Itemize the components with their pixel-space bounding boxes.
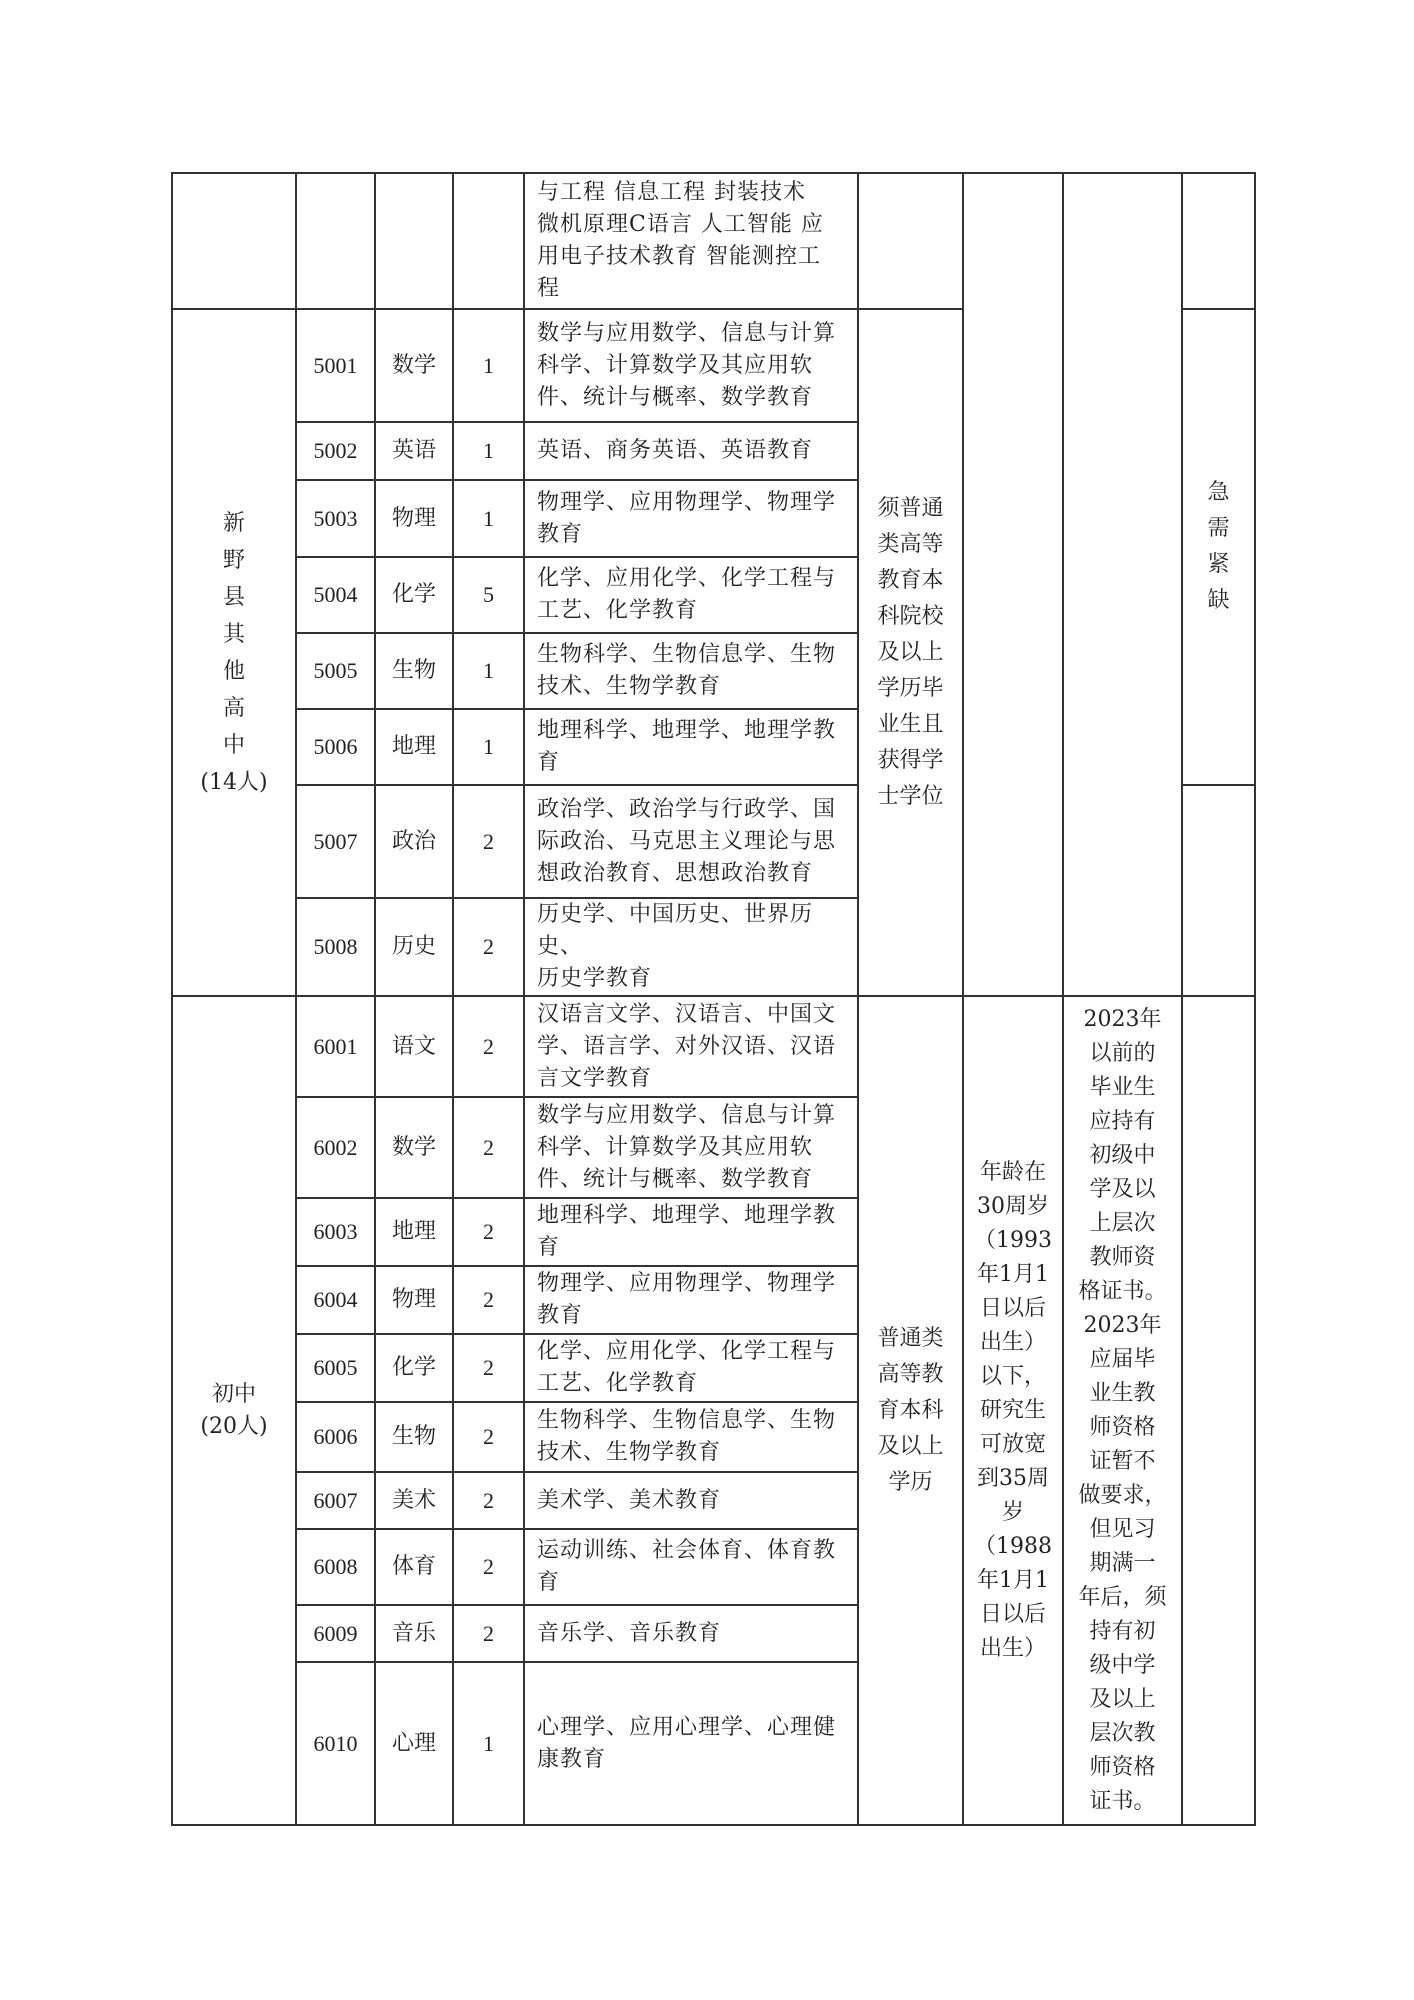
major-line: 英语、商务英语、英语教育: [537, 438, 814, 463]
major-cell: [524, 1198, 858, 1266]
quota: 1: [453, 709, 524, 785]
position-code: 6008: [296, 1529, 375, 1605]
table-row: [172, 996, 1255, 1097]
cert-line: 2023年: [1083, 1006, 1162, 1032]
major-line: 音乐学、音乐教育: [537, 1620, 722, 1646]
position-code: 5008: [296, 898, 375, 996]
major-cell: [524, 898, 858, 996]
major-line: 件、统计与概率、数学教育: [537, 1166, 814, 1192]
subject: 化学: [375, 557, 453, 633]
education-requirement: [858, 309, 963, 996]
unit-count: (14人): [200, 769, 268, 795]
cert-line: 级中学: [1089, 1652, 1156, 1678]
cert-line: 2023年: [1083, 1312, 1162, 1338]
major-cell: [524, 173, 858, 309]
remark-line: 急: [1207, 480, 1230, 505]
major-line: 生物科学、生物信息学、生物: [537, 1408, 837, 1433]
position-code: 5005: [296, 633, 375, 709]
cert-line: 学及以: [1089, 1176, 1156, 1202]
age-requirement: [963, 996, 1063, 1825]
major-line: 历史学、中国历史、世界历史、: [537, 902, 814, 959]
quota: 2: [453, 1097, 524, 1198]
age-line: 以下，: [979, 1363, 1046, 1389]
major-line: 物理学、应用物理学、物理学: [537, 1271, 837, 1296]
cert-line: 教师资: [1089, 1244, 1156, 1270]
major-line: 育: [537, 750, 561, 775]
quota: 2: [453, 898, 524, 996]
empty-cell: [375, 173, 453, 309]
cert-line: 证暂不: [1089, 1448, 1156, 1474]
major-line: 美术学、美术教育: [537, 1487, 722, 1513]
major-line: 科学、计算数学及其应用软: [537, 1134, 814, 1160]
major-cell: [524, 785, 858, 898]
major-line: 运动训练、社会体育、体育教: [537, 1538, 837, 1563]
quota: 2: [453, 1266, 524, 1334]
subject: 地理: [375, 1198, 453, 1266]
quota: 2: [453, 1529, 524, 1605]
position-code: 6002: [296, 1097, 375, 1198]
empty-cell: [172, 173, 296, 309]
major-line: 件、统计与概率、数学教育: [537, 384, 814, 410]
remark-cell: [1182, 173, 1255, 309]
cert-line: 师资格: [1089, 1414, 1156, 1440]
unit-name: 初中: [211, 1381, 256, 1407]
position-code: 6004: [296, 1266, 375, 1334]
certificate-requirement: [1063, 996, 1182, 1825]
age-line: 年龄在: [979, 1159, 1046, 1185]
major-cell: [524, 1266, 858, 1334]
subject: 语文: [375, 996, 453, 1097]
requirement-line: 教育本: [877, 567, 944, 593]
major-line: 技术、生物学教育: [537, 674, 722, 699]
position-code: 6001: [296, 996, 375, 1097]
subject: 地理: [375, 709, 453, 785]
cert-line: 初级中: [1089, 1142, 1156, 1168]
major-line: 教育: [537, 1303, 584, 1328]
major-line: 技术、生物学教育: [537, 1440, 722, 1465]
major-line: 汉语言文学、汉语言、中国文: [537, 1001, 837, 1027]
major-line: 工艺、化学教育: [537, 598, 699, 623]
cert-line: 格证书。: [1078, 1278, 1167, 1304]
requirement-line: 类高等: [877, 531, 944, 557]
empty-cell: [453, 173, 524, 309]
remark-line: 缺: [1207, 588, 1230, 613]
major-line: 教育: [537, 521, 584, 547]
major-cell: [524, 996, 858, 1097]
major-cell: [524, 1529, 858, 1605]
age-line: 年1月1: [977, 1567, 1049, 1593]
unit-cell: [172, 309, 296, 996]
requirement-line: 士学位: [877, 783, 944, 809]
cert-line: 业生教: [1089, 1380, 1156, 1406]
major-cell: [524, 309, 858, 422]
major-line: 心理学、应用心理学、心理健: [537, 1714, 837, 1740]
major-cell: [524, 422, 858, 480]
requirement-line: 学历: [888, 1469, 933, 1495]
major-cell: [524, 1402, 858, 1472]
major-line: 生物科学、生物信息学、生物: [537, 642, 837, 667]
quota: 1: [453, 422, 524, 480]
major-line: 微机原理C语言 人工智能 应: [537, 212, 824, 237]
requirement-line: 获得学: [877, 747, 944, 773]
major-line: 育: [537, 1570, 561, 1595]
empty-cell: [296, 173, 375, 309]
quota: 1: [453, 1662, 524, 1825]
quota: 2: [453, 1198, 524, 1266]
major-line: 科学、计算数学及其应用软: [537, 352, 814, 378]
requirement-line: 学历毕: [877, 675, 944, 701]
major-cell: [524, 480, 858, 557]
cert-line: 持有初: [1089, 1618, 1156, 1644]
requirement-line: 高等教: [877, 1361, 944, 1387]
major-line: 用电子技术教育 智能测控工: [537, 244, 821, 269]
subject: 心理: [375, 1662, 453, 1825]
quota: 2: [453, 1334, 524, 1402]
quota: 5: [453, 557, 524, 633]
cert-line: 期满一: [1089, 1550, 1156, 1576]
age-line: 年1月1: [977, 1261, 1049, 1287]
age-line: 30周岁: [977, 1193, 1049, 1219]
quota: 2: [453, 1402, 524, 1472]
cert-cell: [1063, 173, 1182, 996]
major-cell: [524, 709, 858, 785]
age-line: 到35周: [977, 1465, 1049, 1491]
quota: 1: [453, 309, 524, 422]
major-line: 想政治教育、思想政治教育: [537, 860, 814, 886]
major-line: 程: [537, 276, 561, 301]
cert-line: 应持有: [1089, 1108, 1156, 1134]
major-cell: [524, 1605, 858, 1662]
major-line: 学、语言学、对外汉语、汉语: [537, 1033, 837, 1059]
cert-line: 应届毕: [1089, 1346, 1156, 1372]
major-line: 历史学教育: [537, 966, 653, 991]
major-cell: [524, 633, 858, 709]
position-code: 6009: [296, 1605, 375, 1662]
major-line: 化学、应用化学、化学工程与: [537, 1339, 837, 1364]
position-code: 5006: [296, 709, 375, 785]
position-code: 6010: [296, 1662, 375, 1825]
unit-count: (20人): [200, 1413, 268, 1439]
major-cell: [524, 1472, 858, 1529]
major-cell: [524, 557, 858, 633]
major-cell: [524, 1097, 858, 1198]
position-code: 6003: [296, 1198, 375, 1266]
age-line: （1993: [974, 1227, 1052, 1253]
quota: 2: [453, 1472, 524, 1529]
major-line: 物理学、应用物理学、物理学: [537, 489, 837, 515]
unit-name: 新野县其他高中: [222, 510, 245, 758]
position-code: 6007: [296, 1472, 375, 1529]
major-line: 政治学、政治学与行政学、国: [537, 796, 837, 822]
position-code: 5003: [296, 480, 375, 557]
cert-line: 层次教: [1089, 1720, 1156, 1746]
major-line: 际政治、马克思主义理论与思: [537, 828, 837, 854]
position-code: 5004: [296, 557, 375, 633]
subject: 生物: [375, 633, 453, 709]
requirement-line: 普通类: [877, 1325, 944, 1351]
age-line: 日以后: [979, 1295, 1046, 1321]
age-line: 出生）: [979, 1329, 1046, 1355]
position-code: 5001: [296, 309, 375, 422]
major-line: 育: [537, 1235, 561, 1260]
remark-cell: [1182, 309, 1255, 785]
major-line: 与工程 信息工程 封装技术: [537, 180, 806, 205]
major-line: 数学与应用数学、信息与计算: [537, 1102, 837, 1128]
cert-line: 上层次: [1089, 1210, 1156, 1236]
major-line: 地理科学、地理学、地理学教: [537, 718, 837, 743]
quota: 2: [453, 1605, 524, 1662]
cert-line: 及以上: [1089, 1686, 1156, 1712]
remark-line: 需: [1207, 516, 1230, 541]
subject: 生物: [375, 1402, 453, 1472]
cert-line: 但见习: [1089, 1516, 1156, 1542]
position-code: 5002: [296, 422, 375, 480]
subject: 政治: [375, 785, 453, 898]
subject: 化学: [375, 1334, 453, 1402]
subject: 数学: [375, 1097, 453, 1198]
major-line: 化学、应用化学、化学工程与: [537, 566, 837, 591]
quota: 2: [453, 785, 524, 898]
requirement-line: 育本科: [877, 1397, 944, 1423]
age-line: （1988: [974, 1533, 1052, 1559]
subject: 英语: [375, 422, 453, 480]
recruitment-table: [171, 172, 1256, 1826]
subject: 物理: [375, 480, 453, 557]
cert-line: 以前的: [1089, 1040, 1156, 1066]
cert-line: 做要求，: [1078, 1482, 1167, 1508]
major-line: 工艺、化学教育: [537, 1371, 699, 1396]
remark-cell-empty: [1182, 996, 1255, 1825]
position-code: 6006: [296, 1402, 375, 1472]
unit-cell: [172, 996, 296, 1825]
requirement-line: 业生且: [877, 711, 944, 737]
major-line: 康教育: [537, 1746, 607, 1772]
major-line: 言文学教育: [537, 1065, 653, 1091]
age-line: 研究生: [979, 1397, 1046, 1423]
position-code: 5007: [296, 785, 375, 898]
subject: 美术: [375, 1472, 453, 1529]
cert-line: 年后，须: [1078, 1584, 1167, 1610]
requirement-line: 及以上: [877, 1433, 944, 1459]
major-cell: [524, 1662, 858, 1825]
requirement-line: 科院校: [877, 603, 944, 629]
subject: 体育: [375, 1529, 453, 1605]
remark-line: 紧: [1207, 552, 1230, 577]
education-requirement: [858, 996, 963, 1825]
subject: 历史: [375, 898, 453, 996]
subject: 数学: [375, 309, 453, 422]
quota: 1: [453, 480, 524, 557]
major-cell: [524, 1334, 858, 1402]
age-line: 日以后: [979, 1601, 1046, 1627]
cert-line: 毕业生: [1089, 1074, 1156, 1100]
requirement-line: 及以上: [877, 639, 944, 665]
subject: 物理: [375, 1266, 453, 1334]
age-cell: [963, 173, 1063, 996]
quota: 1: [453, 633, 524, 709]
major-line: 地理科学、地理学、地理学教: [537, 1203, 837, 1228]
cert-line: 证书。: [1089, 1788, 1156, 1814]
continuation-row: [172, 173, 1255, 309]
requirement-cell: [858, 173, 963, 309]
age-line: 岁: [1001, 1499, 1024, 1525]
quota: 2: [453, 996, 524, 1097]
age-line: 可放宽: [979, 1431, 1046, 1457]
position-code: 6005: [296, 1334, 375, 1402]
requirement-line: 须普通: [877, 495, 944, 521]
cert-line: 师资格: [1089, 1754, 1156, 1780]
remark-cell-empty: [1182, 785, 1255, 996]
major-line: 数学与应用数学、信息与计算: [537, 320, 837, 346]
age-line: 出生）: [979, 1635, 1046, 1661]
subject: 音乐: [375, 1605, 453, 1662]
